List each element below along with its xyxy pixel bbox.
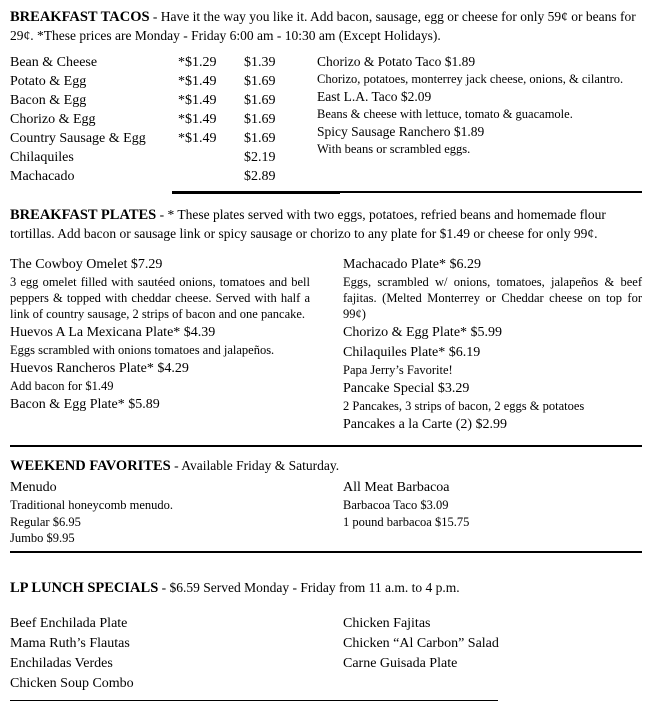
menu-item-price-1: *$1.49 (178, 129, 244, 148)
menu-item-name: Chilaquiles Plate* $6.19 (343, 343, 642, 362)
menu-item-name: All Meat Barbacoa (343, 478, 642, 497)
menu-item-price-line: 1 pound barbacoa $15.75 (343, 514, 642, 531)
section-title: LP LUNCH SPECIALS (10, 580, 158, 596)
menu-item-desc: With beans or scrambled eggs. (317, 141, 642, 157)
section-lunch-specials (10, 579, 642, 701)
menu-item-desc: Add bacon for $1.49 (10, 378, 325, 394)
divider-segment (172, 191, 340, 194)
menu-item-name: Potato & Egg (10, 72, 178, 91)
menu-item-name: Huevos A La Mexicana Plate* $4.39 (10, 323, 325, 342)
menu-item (317, 88, 642, 122)
section-intro: - * These plates served with two eggs, potatoes, refried beans and homemade flour tortillas. Add bacon or sausage link or spicy sausage or chorizo to any plate for $1.49 or cheese for only 99¢. (10, 207, 606, 241)
menu-item-name: Machacado (10, 167, 178, 186)
menu-item-price-1 (178, 167, 244, 186)
menu-item-name: Menudo (10, 478, 325, 497)
menu-item-row (10, 110, 310, 129)
menu-item-name: Chorizo & Potato Taco $1.89 (317, 53, 642, 71)
section-title: BREAKFAST TACOS (10, 9, 150, 25)
section-breakfast-plates (10, 206, 642, 447)
weekend-left-column (10, 478, 325, 547)
menu-item-desc: Traditional honeycomb menudo. (10, 497, 325, 514)
menu-item-price-1 (178, 148, 244, 167)
menu-item-price-2: $2.89 (244, 167, 310, 186)
menu-item (10, 359, 325, 394)
menu-item-desc: 3 egg omelet filled with sautéed onions, tomatoes and bell peppers & topped with cheddar cheese. Served with half a link of country sausage, 2 strips of bacon and one pancake. (10, 274, 310, 322)
section-intro: - Available Friday & Saturday. (171, 458, 339, 473)
menu-item-price-1: *$1.29 (178, 53, 244, 72)
menu-item-name: East L.A. Taco $2.09 (317, 88, 642, 106)
menu-item-name: Machacado Plate* $6.29 (343, 255, 642, 274)
menu-item-name: Bean & Cheese (10, 53, 178, 72)
section-intro: - $6.59 Served Monday - Friday from 11 a.m. to 4 p.m. (158, 580, 459, 595)
menu-item-price-line: Barbacoa Taco $3.09 (343, 497, 642, 514)
menu-item-name: Chicken Soup Combo (10, 674, 325, 694)
menu-item-name: Enchiladas Verdes (10, 654, 325, 674)
menu-item-name: Chicken Fajitas (343, 614, 642, 634)
menu-item-name: Pancakes a la Carte (2) $2.99 (343, 415, 642, 434)
menu-item-name: Spicy Sausage Ranchero $1.89 (317, 123, 642, 141)
menu-item-name: The Cowboy Omelet $7.29 (10, 255, 325, 274)
plates-right-column (325, 255, 642, 435)
menu-item-price-1: *$1.49 (178, 91, 244, 110)
menu-item-price-line: Regular $6.95 (10, 514, 325, 531)
menu-item (343, 343, 642, 378)
menu-item-name: Chicken “Al Carbon” Salad (343, 634, 642, 654)
menu-item-price-2: $1.69 (244, 129, 310, 148)
breakfast-tacos-header (10, 8, 642, 45)
menu-item-name: Chorizo & Egg (10, 110, 178, 129)
menu-item-name: Chorizo & Egg Plate* $5.99 (343, 323, 642, 342)
menu-item-desc: 2 Pancakes, 3 strips of bacon, 2 eggs & potatoes (343, 398, 642, 414)
section-divider (10, 445, 642, 447)
section-weekend-favorites (10, 457, 642, 553)
menu-item-name: Chilaquiles (10, 148, 178, 167)
divider-segment (340, 191, 642, 193)
menu-item-price-2: $1.69 (244, 72, 310, 91)
menu-item-price-2: $1.39 (244, 53, 310, 72)
menu-item-desc: Beans & cheese with lettuce, tomato & guacamole. (317, 106, 642, 122)
menu-item-price-1: *$1.49 (178, 72, 244, 91)
menu-item-desc: Chorizo, potatoes, monterrey jack cheese, onions, & cilantro. (317, 71, 642, 87)
menu-item-desc: Papa Jerry’s Favorite! (343, 362, 642, 378)
menu-item-price-2: $1.69 (244, 110, 310, 129)
menu-item-name: Bacon & Egg Plate* $5.89 (10, 395, 325, 414)
menu-item (343, 323, 642, 342)
menu-item (10, 255, 325, 322)
lunch-specials-header (10, 579, 642, 598)
menu-item-name: Beef Enchilada Plate (10, 614, 325, 634)
menu-item (317, 123, 642, 157)
weekend-favorites-header (10, 457, 642, 476)
lunch-left-column (10, 614, 325, 694)
menu-item-name: Huevos Rancheros Plate* $4.29 (10, 359, 325, 378)
lunch-right-column (325, 614, 642, 674)
menu-item-row (10, 91, 310, 110)
menu-item-name: Pancake Special $3.29 (343, 379, 642, 398)
section-breakfast-tacos (10, 8, 642, 194)
plates-left-column (10, 255, 325, 415)
section-divider (10, 191, 642, 194)
menu-item-price-2: $2.19 (244, 148, 310, 167)
menu-item (343, 379, 642, 414)
menu-item-price-2: $1.69 (244, 91, 310, 110)
menu-item-name: Country Sausage & Egg (10, 129, 178, 148)
tacos-specials-list (310, 53, 642, 158)
weekend-right-column (325, 478, 642, 530)
menu-item-row (10, 72, 310, 91)
menu-item-price-1: *$1.49 (178, 110, 244, 129)
menu-item-name: Bacon & Egg (10, 91, 178, 110)
menu-item-row (10, 53, 310, 72)
menu-item (10, 323, 325, 358)
section-divider (10, 551, 642, 553)
menu-item-row (10, 129, 310, 148)
menu-item (10, 395, 325, 414)
menu-item (317, 53, 642, 87)
menu-item-row (10, 148, 310, 167)
menu-item-name: Carne Guisada Plate (343, 654, 642, 674)
section-intro: - Have it the way you like it. Add bacon, sausage, egg or cheese for only 59¢ or beans for 29¢. *These prices are Monday - Friday 6:00 am - 10:30 am (Except Holidays). (10, 9, 636, 43)
breakfast-plates-header (10, 206, 642, 243)
section-title: WEEKEND FAVORITES (10, 458, 171, 474)
tacos-price-list (10, 53, 310, 186)
menu-item (343, 415, 642, 434)
menu-item (343, 255, 642, 322)
menu-item-desc: Eggs scrambled with onions tomatoes and jalapeños. (10, 342, 325, 358)
menu-item-desc: Eggs, scrambled w/ onions, tomatoes, jalapeños & beef fajitas. (Melted Monterrey or Cheddar cheese on top for 99¢) (343, 274, 642, 322)
menu-item-row (10, 167, 310, 186)
menu-item-name: Mama Ruth’s Flautas (10, 634, 325, 654)
section-title: BREAKFAST PLATES (10, 207, 156, 223)
menu-item-price-line: Jumbo $9.95 (10, 530, 325, 547)
